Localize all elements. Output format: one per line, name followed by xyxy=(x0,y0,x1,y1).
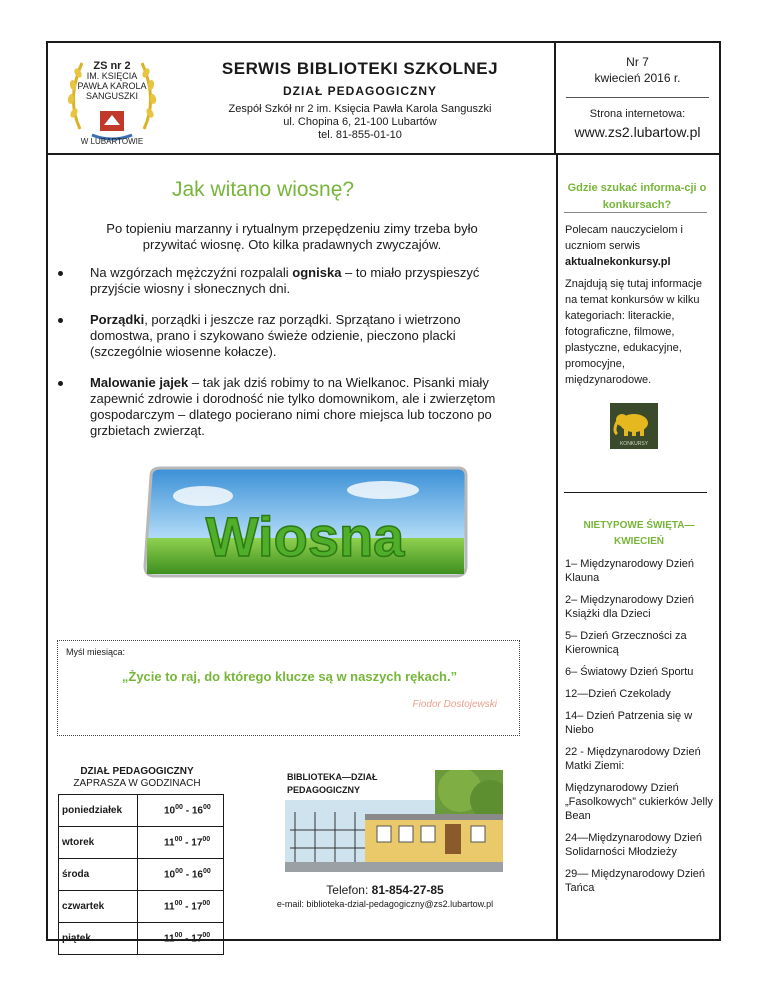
day-cell: czwartek xyxy=(59,891,138,923)
article-title: Jak witano wiosnę? xyxy=(172,178,355,201)
time-min: 00 xyxy=(175,868,183,876)
list-item: 24—Międzynarodowy Dzień Solidarności Młodzieży xyxy=(565,832,702,858)
sidebar-heading-contests: Gdzie szukać informa-cji o konkursach? xyxy=(567,182,707,211)
library-label-line: BIBLIOTEKA—DZIAŁ xyxy=(287,772,378,782)
newsletter-title: SERWIS BIBLIOTEKI SZKOLNEJ xyxy=(221,59,499,78)
logo-line: PAWŁA KAROLA xyxy=(77,81,147,91)
website-label: Strona internetowa: xyxy=(589,108,686,120)
item-text-post: – tak jak dziś robimy to na Wielkanoc. Pisanki miały zapewnić zdrowie i dorodność nie tylko domownikom, ale i zwierzętom gospodarczym – dlatego pocierano nimi chore miejsca lub toczono po grzbietach zwierząt. xyxy=(90,375,496,438)
time-from: 10 xyxy=(164,805,176,817)
list-item: 2– Międzynarodowy Dzień Książki dla Dzieci xyxy=(565,594,695,620)
header-main xyxy=(48,43,556,155)
article-intro: Po topieniu marzanny i rytualnym przepędzeniu zimy trzeba było przywitać wiosnę. Oto kilka pradawnych zwyczajów. xyxy=(106,221,478,252)
time-from: 11 xyxy=(164,837,175,849)
time-from: 10 xyxy=(164,869,176,881)
website-link[interactable]: www.zs2.lubartow.pl xyxy=(574,124,701,140)
list-item: 29— Międzynarodowy Dzień Tańca xyxy=(565,868,706,894)
item-text-bold: Malowanie jajek xyxy=(90,375,189,390)
time-min: 00 xyxy=(174,932,183,940)
item-text-post: , porządki i jeszcze raz porządki. Sprzątano i wietrzono domostwa, prano i szykowano świeże odzienie, pieczono placki (szczególnie wiosenne kołacze). xyxy=(90,312,461,359)
time-to: 17 xyxy=(191,933,203,945)
bullet-icon xyxy=(58,318,63,323)
phone-label: Telefon: xyxy=(326,883,372,897)
logo-line: ZS nr 2 xyxy=(93,60,131,72)
spring-image xyxy=(143,466,468,578)
quote-label: Myśl miesiąca: xyxy=(66,647,126,657)
list-item xyxy=(54,312,514,360)
time-min: 00 xyxy=(202,932,211,940)
time-from: 11 xyxy=(164,933,175,945)
divider xyxy=(564,492,707,493)
sidebar-text: Polecam nauczycielom i uczniom serwis xyxy=(565,224,683,252)
time-cell: $10^{00} - 16^{00}$ xyxy=(138,859,224,891)
logo-bottom-text: W LUBARTOWIE xyxy=(80,137,144,146)
column-divider xyxy=(556,153,558,939)
day-cell: poniedziałek xyxy=(59,795,138,827)
sidebar-heading-holidays: NIETYPOWE ŚWIĘTA—KWIECIEŃ xyxy=(583,520,695,547)
newsletter-subtitle: DZIAŁ PEDAGOGICZNY xyxy=(282,84,437,98)
list-item: 14– Dzień Patrzenia się w Niebo xyxy=(565,710,693,736)
item-text-bold: Porządki xyxy=(90,312,145,327)
time-min: 00 xyxy=(175,804,183,812)
list-item: 12—Dzień Czekolady xyxy=(565,688,671,700)
time-to: 16 xyxy=(191,869,203,881)
contests-site-link[interactable]: aktualnekonkursy.pl xyxy=(565,256,671,268)
sidebar-paragraph: Znajdują się tutaj informacje na temat konkursów w kilku kategoriach: literackie, fotograficzne, filmowe, plastyczne, edukacyjne, promocyjne, międzynarodowe. xyxy=(565,278,702,386)
time-cell: $11^{00} - 17^{00}$ xyxy=(138,923,224,955)
logo-line: SANGUSZKI xyxy=(85,91,138,101)
time-cell: $10^{00} - 16^{00}$ xyxy=(138,795,224,827)
quote-text: „Życie to raj, do którego klucze są w naszych rękach.” xyxy=(121,669,458,684)
list-item: 1– Międzynarodowy Dzień Klauna xyxy=(565,558,695,584)
time-cell: $11^{00} - 17^{00}$ xyxy=(138,827,224,859)
table-row xyxy=(59,859,224,891)
customs-list xyxy=(54,265,514,454)
logo-text xyxy=(74,61,150,101)
day-cell: środa xyxy=(59,859,138,891)
list-item: Międzynarodowy Dzień „Fasolkowych” cukierków Jelly Bean xyxy=(565,782,713,822)
issue-box xyxy=(556,43,719,155)
time-to: 16 xyxy=(191,805,203,817)
list-item: 22 - Międzynarodowy Dzień Matki Ziemi: xyxy=(565,746,701,772)
elephant-caption: KONKURSY xyxy=(619,441,649,447)
time-min: 00 xyxy=(202,868,211,876)
table-row xyxy=(59,923,224,955)
phone-line xyxy=(250,883,520,897)
hours-title: DZIAŁ PEDAGOGICZNY xyxy=(80,766,194,777)
time-min: 00 xyxy=(202,900,211,908)
time-min: 00 xyxy=(174,836,183,844)
time-cell: $11^{00} - 17^{00}$ xyxy=(138,891,224,923)
address-line: ul. Chopina 6, 21-100 Lubartów xyxy=(283,116,437,128)
item-text-bold: ogniska xyxy=(292,265,342,280)
list-item xyxy=(54,375,514,439)
list-item xyxy=(54,265,514,297)
bullet-icon xyxy=(58,381,63,386)
day-cell: wtorek xyxy=(59,827,138,859)
quote-author: Fiodor Dostojewski xyxy=(412,699,497,710)
time-min: 00 xyxy=(202,804,211,812)
list-item: 6– Światowy Dzień Sportu xyxy=(565,666,694,678)
bullet-icon xyxy=(58,271,63,276)
sidebar-paragraph xyxy=(565,222,713,270)
spring-image-word: Wiosna xyxy=(205,505,405,568)
thought-of-month-box xyxy=(57,640,520,736)
day-cell: piątek xyxy=(59,923,138,955)
time-from: 11 xyxy=(164,901,175,913)
time-min: 00 xyxy=(174,900,183,908)
list-item: 5– Dzień Grzeczności za Kierownicą xyxy=(565,630,687,656)
phone-number: 81-854-27-85 xyxy=(371,883,444,897)
logo-line: IM. KSIĘCIA xyxy=(86,71,138,81)
hours-subtitle: ZAPRASZA W GODZINACH xyxy=(73,778,201,789)
table-row xyxy=(59,827,224,859)
library-label xyxy=(287,771,378,797)
divider xyxy=(564,212,707,213)
table-row xyxy=(59,891,224,923)
elephant-logo-icon xyxy=(610,403,658,449)
divider xyxy=(566,97,709,98)
time-to: 17 xyxy=(191,901,203,913)
email-link[interactable]: e-mail: biblioteka-dzial-pedagogiczny@zs2.lubartow.pl xyxy=(276,899,494,909)
time-min: 00 xyxy=(202,836,211,844)
table-row xyxy=(59,795,224,827)
address-line: Zespół Szkół nr 2 im. Księcia Pawła Karola Sanguszki xyxy=(228,103,492,115)
school-address xyxy=(170,103,550,142)
address-line: tel. 81-855-01-10 xyxy=(318,129,402,141)
opening-hours-table xyxy=(58,794,224,955)
holiday-list xyxy=(565,557,715,903)
time-to: 17 xyxy=(191,837,203,849)
item-text-post: – to miało przyspieszyć przyjście wiosny i słonecznych dni. xyxy=(90,265,480,296)
item-text-pre: Na wzgórzach mężczyźni rozpalali xyxy=(90,265,293,280)
issue-number: Nr 7 xyxy=(626,55,649,69)
library-label-line: PEDAGOGICZNY xyxy=(287,785,361,795)
issue-date: kwiecień 2016 r. xyxy=(594,71,681,85)
